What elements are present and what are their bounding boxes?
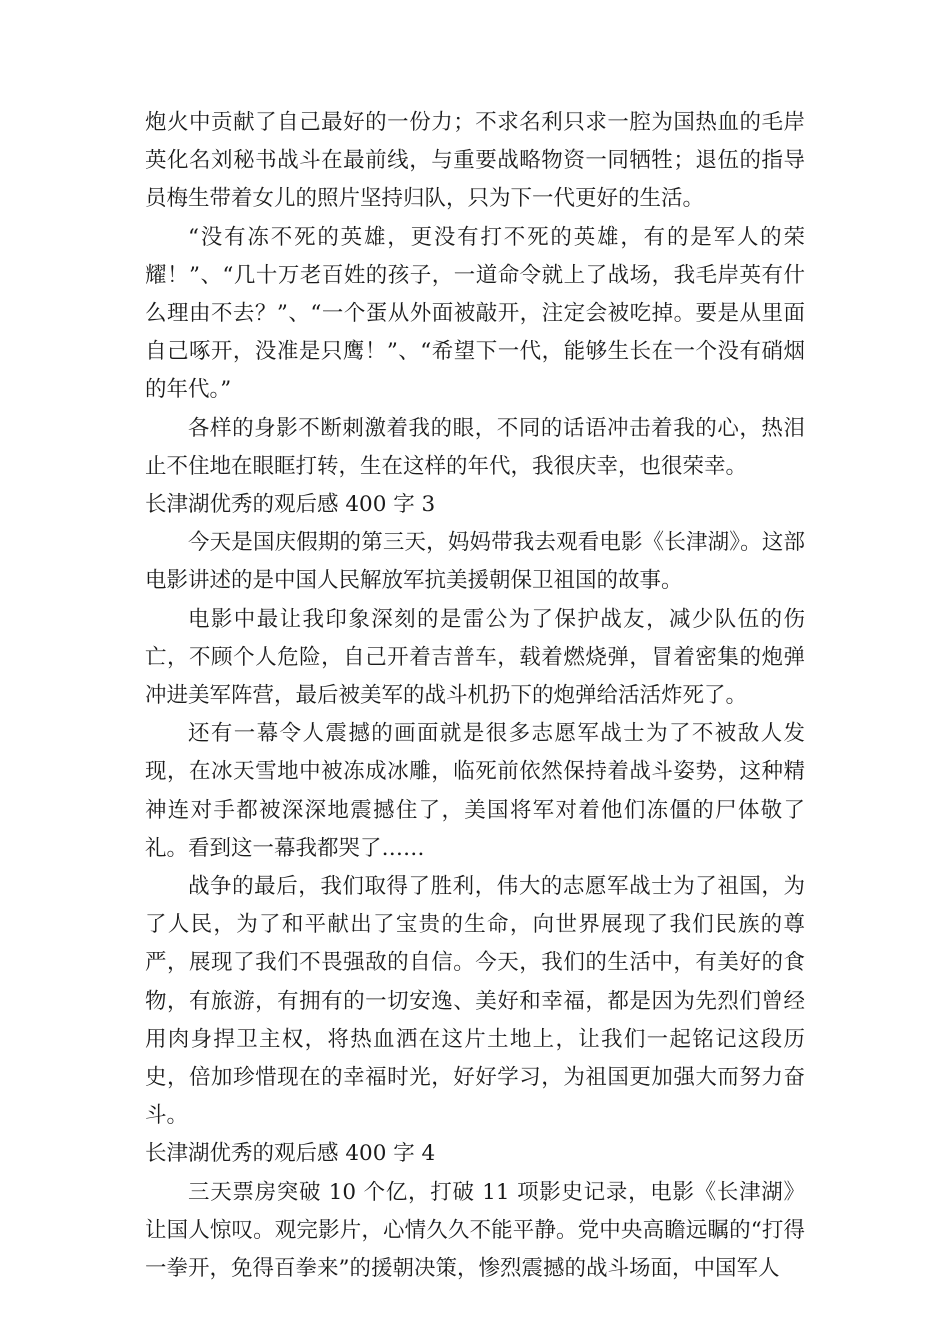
paragraph: 电影中最让我印象深刻的是雷公为了保护战友，减少队伍的伤亡，不顾个人危险，自己开着吉普车，载着燃烧弹，冒着密集的炮弹冲进美军阵营，最后被美军的战斗机扔下的炮弹给活活炸死了。 (145, 606, 805, 709)
paragraph: 还有一幕令人震撼的画面就是很多志愿军战士为了不被敌人发现，在冰天雪地中被冻成冰雕，临死前依然保持着战斗姿势，这种精神连对手都被深深地震撼住了，美国将军对着他们冻僵的尸体敬了礼。看到这一幕我都哭了…… (145, 721, 805, 861)
paragraph-quotes: “没有冻不死的英雄，更没有打不死的英雄，有的是军人的荣耀！”、“几十万老百姓的孩子，一道命令就上了战场，我毛岸英有什么理由不去？”、“一个蛋从外面被敲开，注定会被吃掉。要是从里面自己啄开，没准是只鹰！”、“希望下一代，能够生长在一个没有硝烟的年代。” (145, 224, 805, 403)
paragraph: 战争的最后，我们取得了胜利，伟大的志愿军战士为了祖国，为了人民，为了和平献出了宝贵的生命，向世界展现了我们民族的尊严，展现了我们不畏强敌的自信。今天，我们的生活中，有美好的食物，有旅游，有拥有的一切安逸、美好和幸福，都是因为先烈们曾经用肉身捍卫主权，将热血洒在这片土地上，让我们一起铭记这段历史，倍加珍惜现在的幸福时光，好好学习，为祖国更加强大而努力奋斗。 (145, 874, 805, 1129)
paragraph: 今天是国庆假期的第三天，妈妈带我去观看电影《长津湖》。这部电影讲述的是中国人民解放军抗美援朝保卫祖国的故事。 (145, 530, 805, 594)
section-heading-4: 长津湖优秀的观后感 400 字 4 (145, 1141, 436, 1167)
paragraph: 各样的身影不断刺激着我的眼，不同的话语冲击着我的心，热泪止不住地在眼眶打转，生在这样的年代，我很庆幸，也很荣幸。 (145, 415, 805, 479)
document-page (145, 104, 805, 1288)
paragraph: 三天票房突破 10 个亿，打破 11 项影史记录，电影《长津湖》让国人惊叹。观完影片，心情久久不能平静。党中央高瞻远瞩的“打得一拳开，免得百拳来”的援朝决策，惨烈震撼的战斗场面，中国军人 (145, 1179, 805, 1282)
section-heading-3: 长津湖优秀的观后感 400 字 3 (145, 492, 436, 518)
paragraph-continued: 炮火中贡献了自己最好的一份力；不求名利只求一腔为国热血的毛岸英化名刘秘书战斗在最前线，与重要战略物资一同牺牲；退伍的指导员梅生带着女儿的照片坚持归队，只为下一代更好的生活。 (145, 110, 805, 212)
